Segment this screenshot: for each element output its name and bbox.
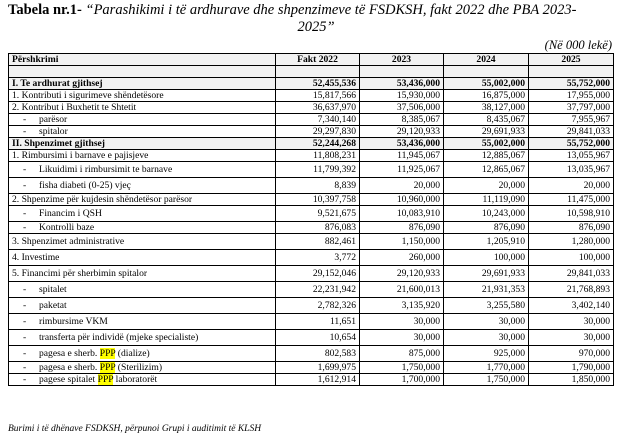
cell: 1,205,910 (444, 234, 529, 250)
row-label-post: laboratorët (113, 374, 158, 385)
cell: 21,931,353 (444, 282, 529, 298)
cell: 30,000 (444, 330, 529, 346)
table-row (9, 114, 614, 126)
unit-note: (Në 000 lekë) (544, 38, 612, 52)
cell: 30,000 (444, 314, 529, 330)
cell: 1,612,914 (276, 374, 360, 386)
ppp-highlight: PPP (99, 348, 116, 359)
cell: 53,436,000 (360, 78, 444, 90)
row-label (9, 206, 276, 222)
cell: 16,875,000 (444, 90, 529, 102)
table-row (9, 194, 614, 206)
table-caption: “Parashikimi i të ardhurave dhe shpenzimeve të FSDKSH, fakt 2022 dhe PBA 2023- (85, 2, 577, 18)
bullet: - (23, 114, 27, 125)
table-row (9, 298, 614, 314)
cell: 1,750,000 (444, 374, 529, 386)
cell: 11,119,090 (444, 194, 529, 206)
table-row (9, 314, 614, 330)
cell: 29,152,046 (276, 266, 360, 282)
bullet: - (23, 374, 27, 385)
row-label-text: Financim i QSH (39, 208, 102, 219)
table-row (9, 374, 614, 386)
row-label: 5. Financimi për sherbimin spitalor (9, 266, 276, 282)
cell: 29,120,933 (360, 126, 444, 138)
cell: 29,120,933 (360, 266, 444, 282)
cell: 876,083 (276, 222, 360, 234)
cell: 7,340,140 (276, 114, 360, 126)
cell: 260,000 (360, 250, 444, 266)
cell: 3,772 (276, 250, 360, 266)
table-row (9, 78, 614, 90)
row-label (9, 162, 276, 178)
row-label-text: spitalet (39, 284, 67, 295)
cell (529, 66, 614, 78)
cell: 1,850,000 (529, 374, 614, 386)
cell: 29,691,933 (444, 266, 529, 282)
cell: 2,782,326 (276, 298, 360, 314)
row-label (9, 330, 276, 346)
row-label-text: Likuidimi i rimbursimit te barnave (39, 164, 173, 175)
table-row (9, 330, 614, 346)
bullet: - (23, 222, 27, 233)
table-row (9, 250, 614, 266)
row-label-pre: pagesa e sherb. (39, 348, 100, 359)
cell (360, 66, 444, 78)
cell: 8,839 (276, 178, 360, 194)
cell: 12,885,067 (444, 150, 529, 162)
cell: 37,506,000 (360, 102, 444, 114)
cell: 10,397,758 (276, 194, 360, 206)
source-note: Burimi i të dhënave FSDKSH, përpunoi Grupi i auditimit të KLSH (8, 424, 262, 434)
cell: 876,090 (360, 222, 444, 234)
row-label-pre: pagese spitalet (39, 374, 98, 385)
table-row (9, 102, 614, 114)
cell: 1,150,000 (360, 234, 444, 250)
cell (444, 66, 529, 78)
table-row (9, 126, 614, 138)
cell: 13,035,967 (529, 162, 614, 178)
row-label: 1. Kontributi i sigurimeve shëndetësore (9, 90, 276, 102)
bullet: - (23, 208, 27, 219)
row-label (9, 178, 276, 194)
header-row (9, 54, 614, 66)
cell: 876,090 (444, 222, 529, 234)
forecast-table (8, 53, 614, 386)
bullet: - (23, 180, 27, 191)
header-2024: 2024 (444, 54, 529, 66)
table-row (9, 266, 614, 282)
bullet: - (23, 300, 27, 311)
row-label-text: rimbursime VKM (39, 316, 108, 327)
cell: 100,000 (529, 250, 614, 266)
table-row (9, 90, 614, 102)
cell: 11,925,067 (360, 162, 444, 178)
cell: 1,700,000 (360, 374, 444, 386)
header-2025: 2025 (529, 54, 614, 66)
cell: 38,127,000 (444, 102, 529, 114)
row-label-pre: pagesa e sherb. (39, 362, 100, 373)
row-label (9, 66, 276, 78)
cell: 11,475,000 (529, 194, 614, 206)
row-label-text: transferta për individë (mjeke specialiste) (39, 332, 199, 343)
cell: 13,055,967 (529, 150, 614, 162)
cell: 30,000 (529, 330, 614, 346)
cell: 29,691,933 (444, 126, 529, 138)
cell: 30,000 (529, 314, 614, 330)
cell: 11,799,392 (276, 162, 360, 178)
row-label-text: fisha diabeti (0-25) vjeç (39, 180, 131, 191)
table-row (9, 66, 614, 78)
cell (276, 66, 360, 78)
row-label: I. Te ardhurat gjithsej (9, 78, 276, 90)
cell: 37,797,000 (529, 102, 614, 114)
cell: 10,598,910 (529, 206, 614, 222)
cell: 20,000 (360, 178, 444, 194)
cell: 53,436,000 (360, 138, 444, 150)
row-label: 2. Kontribut i Buxhetit te Shtetit (9, 102, 276, 114)
cell: 29,297,830 (276, 126, 360, 138)
cell: 3,402,140 (529, 298, 614, 314)
table-row (9, 178, 614, 194)
cell: 3,135,920 (360, 298, 444, 314)
cell: 1,699,975 (276, 362, 360, 374)
cell: 15,930,000 (360, 90, 444, 102)
row-label: II. Shpenzimet gjithsej (9, 138, 276, 150)
bullet: - (23, 316, 27, 327)
row-label (9, 222, 276, 234)
row-label-post: (dialize) (115, 348, 150, 359)
cell: 21,600,013 (360, 282, 444, 298)
cell: 882,461 (276, 234, 360, 250)
row-label (9, 282, 276, 298)
cell: 20,000 (529, 178, 614, 194)
cell: 7,955,967 (529, 114, 614, 126)
row-label (9, 298, 276, 314)
cell: 55,752,000 (529, 78, 614, 90)
cell: 876,090 (529, 222, 614, 234)
cell: 10,960,000 (360, 194, 444, 206)
row-label: 4. Investime (9, 250, 276, 266)
cell: 52,455,536 (276, 78, 360, 90)
row-label: 3. Shpenzimet administrative (9, 234, 276, 250)
table-row (9, 282, 614, 298)
cell: 11,945,067 (360, 150, 444, 162)
cell: 55,752,000 (529, 138, 614, 150)
cell: 1,750,000 (360, 362, 444, 374)
cell: 875,000 (360, 346, 444, 362)
row-label-text: Kontrolli baze (39, 222, 95, 233)
table-row (9, 222, 614, 234)
table-row (9, 234, 614, 250)
row-label (9, 374, 276, 386)
cell: 10,243,000 (444, 206, 529, 222)
cell: 10,083,910 (360, 206, 444, 222)
row-label-text: paketat (39, 300, 67, 311)
table-row (9, 206, 614, 222)
cell: 1,280,000 (529, 234, 614, 250)
ppp-highlight: PPP (97, 374, 114, 385)
table-row (9, 346, 614, 362)
cell: 12,865,067 (444, 162, 529, 178)
table-row (9, 138, 614, 150)
cell: 1,770,000 (444, 362, 529, 374)
cell: 10,654 (276, 330, 360, 346)
cell: 802,583 (276, 346, 360, 362)
cell: 9,521,675 (276, 206, 360, 222)
table-row (9, 162, 614, 178)
cell: 925,000 (444, 346, 529, 362)
row-label-text: parësor (39, 114, 68, 125)
cell: 29,841,033 (529, 126, 614, 138)
header-fakt-2022: Fakt 2022 (276, 54, 360, 66)
cell: 8,385,067 (360, 114, 444, 126)
cell: 15,817,566 (276, 90, 360, 102)
header-2023: 2023 (360, 54, 444, 66)
cell: 11,651 (276, 314, 360, 330)
bullet: - (23, 332, 27, 343)
table-caption-line2: 2025” (297, 19, 335, 35)
table-row (9, 150, 614, 162)
bullet: - (23, 164, 27, 175)
cell: 11,808,231 (276, 150, 360, 162)
table-title (8, 2, 614, 36)
bullet: - (23, 348, 27, 359)
row-label: 2. Shpenzime për kujdesin shëndetësor parësor (9, 194, 276, 206)
bullet: - (23, 126, 27, 137)
cell: 29,841,033 (529, 266, 614, 282)
table-number: Tabela nr.1- (8, 2, 82, 18)
cell: 55,002,000 (444, 78, 529, 90)
cell: 55,002,000 (444, 138, 529, 150)
row-label (9, 114, 276, 126)
table-row (9, 362, 614, 374)
cell: 970,000 (529, 346, 614, 362)
cell: 8,435,067 (444, 114, 529, 126)
row-label: 1. Rimbursimi i barnave e pajisjeve (9, 150, 276, 162)
row-label (9, 126, 276, 138)
cell: 3,255,580 (444, 298, 529, 314)
cell: 1,790,000 (529, 362, 614, 374)
cell: 21,768,893 (529, 282, 614, 298)
bullet: - (23, 362, 27, 373)
row-label (9, 314, 276, 330)
cell: 30,000 (360, 330, 444, 346)
cell: 22,231,942 (276, 282, 360, 298)
header-description: Përshkrimi (9, 54, 276, 66)
ppp-highlight: PPP (99, 362, 116, 373)
cell: 52,244,268 (276, 138, 360, 150)
cell: 20,000 (444, 178, 529, 194)
bullet: - (23, 284, 27, 295)
cell: 36,637,970 (276, 102, 360, 114)
row-label-text: spitalor (39, 126, 68, 137)
cell: 100,000 (444, 250, 529, 266)
cell: 17,955,000 (529, 90, 614, 102)
row-label-post: (Sterilizim) (115, 362, 163, 373)
row-label (9, 346, 276, 362)
row-label (9, 362, 276, 374)
cell: 30,000 (360, 314, 444, 330)
